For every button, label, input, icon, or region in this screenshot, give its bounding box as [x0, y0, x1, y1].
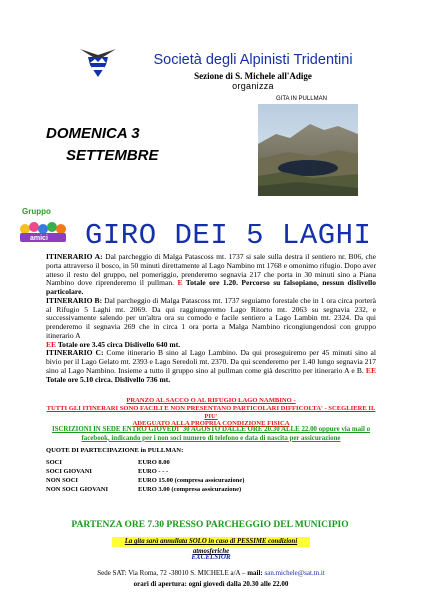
quote-row: NON SOCI EURO 15.00 (compresa assicurazione) [46, 477, 245, 484]
sat-logo [78, 43, 118, 79]
date-line-2: SETTEMBRE [66, 147, 159, 164]
itinerary-c: ITINERARIO C: Come itinerario B sino al Lago Lambino. Da qui proseguiremo per 45 minuti sino al bivio per il Lago Gelato mt. 2393 e Lago Seredoli mt. 2370. Da qui scenderemo per 1.40 lungo segnavia 217 sino al Lago Nambino. Insieme a tutto il gruppo sino al pullman come già descritto per itinerario A e B. EE Totale ore 5.10 circa. Dislivello 736 mt. [46, 348, 376, 384]
quote-row: NON SOCI GIOVANI EURO 3.00 (compresa assicurazione) [46, 486, 242, 493]
subscription-line-1: ISCRIZIONI IN SEDE ENTRO GIOVEDI' 30 AGOSTO DALLE ORE 20.30 ALLE 22.00 oppure via mail o [51, 426, 371, 433]
date-line-1: DOMENICA 3 [46, 125, 140, 142]
photo-caption: GITA IN PULLMAN [276, 96, 327, 102]
quotes-heading: QUOTE DI PARTECIPAZIONE in PULLMAN: [46, 447, 184, 454]
organizza-label: organizza [232, 81, 274, 91]
subscription-line-2: facebook, indicando per i non soci numero di telefono e data di nascita per assicurazione [81, 434, 341, 442]
mountain-lake-photo [258, 104, 358, 196]
email-link[interactable]: san.michele@sat.tn.it [262, 569, 325, 577]
warning-line-2: TUTTI GLI ITINERARI SONO FACILI E NON PRESENTANO PARTICOLARI DIFFICOLTA' - SCEGLIERE IL PIU' [46, 404, 376, 420]
warning-notice [46, 397, 376, 428]
gruppo-amici-logo [16, 205, 78, 245]
itinerary-b: ITINERARIO B: Dal parcheggio di Malga Patascoss mt. 1737 seguiamo forestale che in 1 ora circa porterà al Rifugio 5 Laghi mt. 2069. Da qui raggiungeremo Lago Ritorto mt. 2063 su segnavia 232, e successivamente salendo per un'altra ora su comodo e facile sentiero a Lago Lambin mt. 2324. Da qui prenderemo il segnavia 269 che in circa 1 ora porta a Malga Nambino ricongiungendosi con gruppo itinerario A EE Totale ore 3.45 circa Dislivello 640 mt. [46, 295, 377, 349]
itinerary-description [46, 253, 376, 384]
quote-row: SOCI EURO 8.00 [46, 459, 170, 466]
warning-line-1: PRANZO AL SACCO O AL RIFUGIO LAGO NAMBINO - [126, 397, 296, 404]
itinerary-a: ITINERARIO A: Dal parcheggio di Malga Patascoss mt. 1737 si sale sulla destra il sentiero nr. B06, che porta attraverso il bosco, in 50 minuti direttamente al Lago Nambino mt 1768 e omonimo rifugio. Dopo aver atteso il resto del gruppo, nel pomeriggio, prenderemo segnavia 217 che porta in 30 minuti sino a Piana Nambino dove riprenderemo il pullman. E Totale ore 1.20. Percorso su falsopiano, nessun dislivello particolare. [46, 252, 376, 296]
footer-address: Sede SAT: Via Roma, 72 -38010 S. MICHELE a/A – mail: san.michele@sat.tn.it [97, 569, 325, 577]
organization-title: Società degli Alpinisti Tridentini [153, 52, 353, 68]
svg-text:Gruppo: Gruppo [22, 207, 51, 216]
warning-line-3: ADEGUATO ALLA PROPRIA CONDIZIONE FISICA [132, 420, 290, 428]
departure-info: PARTENZA ORE 7.30 PRESSO PARCHEGGIO DEL MUNICIPIO [71, 520, 349, 530]
event-title: GIRO DEI 5 LAGHI [85, 219, 372, 252]
footer-hours: orari di apertura: ogni giovedì dalla 20.30 alle 22.00 [133, 580, 289, 588]
cancellation-notice: La gita sarà annullata SOLO in caso di PESSIME condizioni atmosferiche [112, 537, 310, 547]
quote-row: SOCI GIOVANI EURO - - - [46, 468, 169, 475]
svg-text:amici: amici [30, 235, 48, 242]
excelsior-motto: EXCELSIOR [191, 553, 231, 561]
subscription-notice [46, 426, 376, 443]
section-subtitle: Sezione di S. Michele all'Adige [194, 71, 312, 81]
